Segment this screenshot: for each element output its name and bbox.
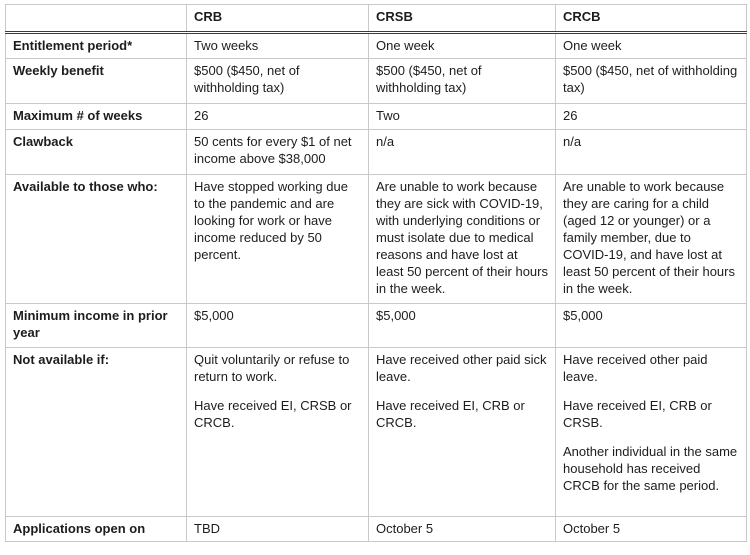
table-row bbox=[6, 104, 747, 130]
cell-paragraph: October 5 bbox=[563, 521, 621, 536]
cell-paragraph: 26 bbox=[194, 108, 209, 123]
cell-paragraph: Have received other paid leave. bbox=[563, 352, 708, 384]
cell-paragraph: Are unable to work because they are sick with COVID-19, with underlying conditions or must isolate due to medical reasons and have lost at least 50 percent of their hours in the week. bbox=[376, 179, 548, 296]
cell-crcb bbox=[556, 304, 747, 348]
cell-paragraph: 26 bbox=[563, 108, 578, 123]
table-row bbox=[6, 348, 747, 517]
cell-crb bbox=[187, 130, 369, 175]
table-row bbox=[6, 175, 747, 304]
row-label: Maximum # of weeks bbox=[6, 104, 187, 130]
cell-paragraph: Two bbox=[376, 108, 400, 123]
cell-crcb bbox=[556, 130, 747, 175]
row-label: Entitlement period* bbox=[6, 33, 187, 59]
cell-crsb bbox=[369, 33, 556, 59]
cell-crcb bbox=[556, 104, 747, 130]
cell-crsb bbox=[369, 348, 556, 517]
cell-paragraph: $500 ($450, net of withholding tax) bbox=[376, 63, 482, 95]
cell-crsb bbox=[369, 175, 556, 304]
cell-crsb bbox=[369, 304, 556, 348]
cell-paragraph: Are unable to work because they are caring for a child (aged 12 or younger) or a family member, due to COVID-19, and have lost at least 50 percent of their hours in the week. bbox=[563, 179, 735, 296]
row-label: Applications open on bbox=[6, 517, 187, 542]
cell-crcb bbox=[556, 59, 747, 104]
cell-paragraph: Another individual in the same household has received CRCB for the same period. bbox=[563, 444, 738, 493]
cell-paragraph: October 5 bbox=[376, 521, 434, 536]
cell-crcb bbox=[556, 175, 747, 304]
cell-paragraph: Have received EI, CRB or CRSB. bbox=[563, 398, 712, 430]
cell-paragraph: 50 cents for every $1 of net income above $38,000 bbox=[194, 134, 352, 166]
cell-crcb bbox=[556, 348, 747, 517]
header-row bbox=[6, 5, 747, 33]
cell-crb bbox=[187, 517, 369, 542]
row-label: Clawback bbox=[6, 130, 187, 175]
cell-paragraph: Have received EI, CRSB or CRCB. bbox=[194, 398, 352, 430]
cell-paragraph: Have stopped working due to the pandemic and are looking for work or have income reduced by 50 percent. bbox=[194, 179, 348, 262]
cell-paragraph: $500 ($450, net of withholding tax) bbox=[563, 63, 738, 95]
table-row bbox=[6, 304, 747, 348]
benefits-comparison-table bbox=[5, 4, 747, 542]
cell-crb bbox=[187, 348, 369, 517]
cell-paragraph: One week bbox=[563, 38, 622, 53]
cell-crsb bbox=[369, 104, 556, 130]
cell-paragraph: Quit voluntarily or refuse to return to work. bbox=[194, 352, 350, 384]
cell-paragraph: Have received other paid sick leave. bbox=[376, 352, 547, 384]
cell-paragraph: n/a bbox=[376, 134, 395, 149]
cell-crcb bbox=[556, 33, 747, 59]
cell-paragraph: One week bbox=[376, 38, 435, 53]
row-label: Available to those who: bbox=[6, 175, 187, 304]
cell-crb bbox=[187, 104, 369, 130]
cell-paragraph: n/a bbox=[563, 134, 582, 149]
table-row bbox=[6, 59, 747, 104]
cell-paragraph: $5,000 bbox=[563, 308, 603, 323]
table-row bbox=[6, 517, 747, 542]
column-header-crsb: CRSB bbox=[369, 5, 556, 33]
cell-crcb bbox=[556, 517, 747, 542]
cell-crsb bbox=[369, 59, 556, 104]
cell-paragraph: $5,000 bbox=[376, 308, 416, 323]
table-row bbox=[6, 33, 747, 59]
cell-crb bbox=[187, 59, 369, 104]
row-label: Weekly benefit bbox=[6, 59, 187, 104]
table-row bbox=[6, 130, 747, 175]
cell-crb bbox=[187, 175, 369, 304]
row-label: Minimum income in prior year bbox=[6, 304, 187, 348]
cell-crsb bbox=[369, 130, 556, 175]
cell-paragraph: Have received EI, CRB or CRCB. bbox=[376, 398, 525, 430]
column-header-crb: CRB bbox=[187, 5, 369, 33]
cell-crsb bbox=[369, 517, 556, 542]
cell-paragraph: $5,000 bbox=[194, 308, 234, 323]
row-label: Not available if: bbox=[6, 348, 187, 517]
cell-paragraph: Two weeks bbox=[194, 38, 259, 53]
cell-crb bbox=[187, 33, 369, 59]
cell-paragraph: $500 ($450, net of withholding tax) bbox=[194, 63, 300, 95]
table-body bbox=[6, 33, 747, 542]
cell-crb bbox=[187, 304, 369, 348]
corner-cell bbox=[6, 5, 187, 33]
cell-paragraph: TBD bbox=[194, 521, 220, 536]
column-header-crcb: CRCB bbox=[556, 5, 747, 33]
